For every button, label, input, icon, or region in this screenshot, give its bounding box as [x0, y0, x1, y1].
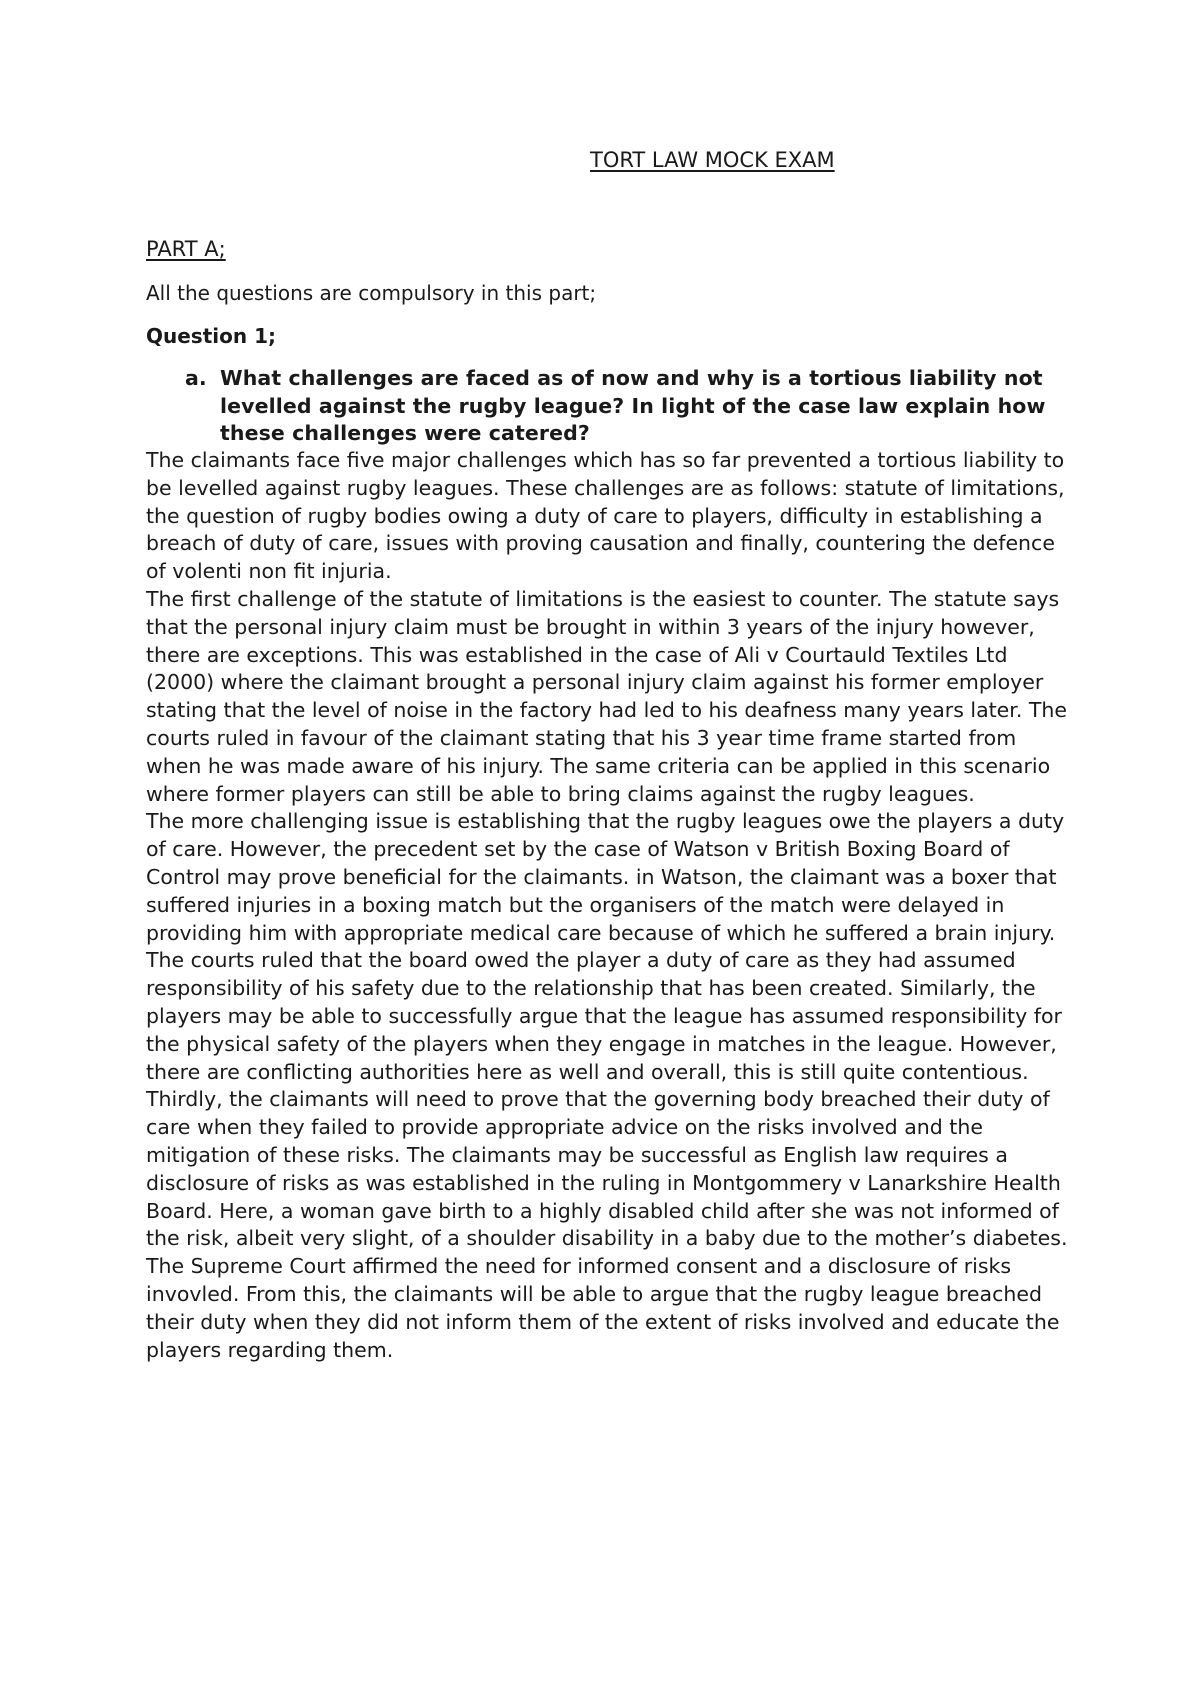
answer-paragraph: The first challenge of the statute of limitations is the easiest to counter. The statute says that the personal injury claim must be brought in within 3 years of the injury however, there are exceptions. This was established in the case of Ali v Courtauld Textiles Ltd (2000) where the claimant brought a personal injury claim against his former employer stating that the level of noise in the factory had led to his deafness many years later. The courts ruled in favour of the claimant stating that his 3 year time frame started from when he was made aware of his injury. The same criteria can be applied in this scenario where former players can still be able to bring claims against the rugby leagues.: [146, 586, 1067, 806]
question-label: Question 1;: [146, 324, 276, 348]
part-instruction: All the questions are compulsory in this part;: [146, 281, 597, 305]
document-title: TORT LAW MOCK EXAM: [590, 148, 835, 172]
answer-body: [146, 447, 1071, 1364]
sub-question-text: What challenges are faced as of now and why is a tortious liability not levelled against the rugby league? In light of the case law explain how these challenges were catered?: [220, 366, 1046, 446]
sub-question-marker: a.: [185, 366, 207, 390]
sub-question: [185, 365, 1065, 448]
part-heading: PART A;: [146, 237, 226, 261]
answer-paragraph: The more challenging issue is establishing that the rugby leagues owe the players a duty of care. However, the precedent set by the case of Watson v British Boxing Board of Control may prove beneficial for the claimants. in Watson, the claimant was a boxer that suffered injuries in a boxing match but the organisers of the match were delayed in providing him with appropriate medical care because of which he suffered a brain injury. The courts ruled that the board owed the player a duty of care as they had assumed responsibility of his safety due to the relationship that has been created. Similarly, the players may be able to successfully argue that the league has assumed responsibility for the physical safety of the players when they engage in matches in the league. However, there are conflicting authorities here as well and overall, this is still quite contentious.: [146, 809, 1065, 1084]
answer-paragraph: Thirdly, the claimants will need to prove that the governing body breached their duty of care when they failed to provide appropriate advice on the risks involved and the mitigation of these risks. The claimants may be successful as English law requires a disclosure of risks as was established in the ruling in Montgommery v Lanarkshire Health Board. Here, a woman gave birth to a highly disabled child after she was not informed of the risk, albeit very slight, of a shoulder disability in a baby due to the mother’s diabetes. The Supreme Court affirmed the need for informed consent and a disclosure of risks invovled. From this, the claimants will be able to argue that the rugby league breached their duty when they did not inform them of the extent of risks involved and educate the players regarding them.: [146, 1087, 1068, 1362]
answer-paragraph: The claimants face five major challenges which has so far prevented a tortious liability to be levelled against rugby leagues. These challenges are as follows: statute of limitations, the question of rugby bodies owing a duty of care to players, difficulty in establishing a breach of duty of care, issues with proving causation and finally, countering the defence of volenti non fit injuria.: [146, 448, 1065, 584]
